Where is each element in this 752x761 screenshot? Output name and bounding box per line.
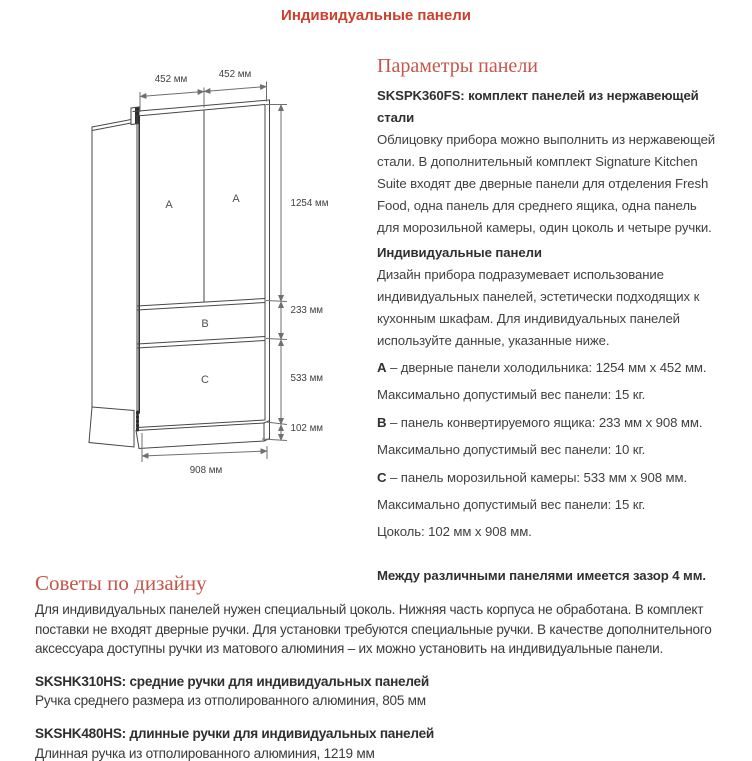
spec-row — [377, 521, 719, 543]
spec-text: Максимально допустимый вес панели: 10 кг. — [377, 442, 646, 458]
dimension-labels — [155, 69, 329, 476]
kit-title: SKSPK360FS: комплект панелей из нержавеющей стали — [377, 88, 699, 125]
handle-desc: Ручка среднего размера из отполированного алюминия, 805 мм — [35, 693, 426, 709]
spec-text: – дверные панели холодильника: 1254 мм x 452 мм. — [386, 360, 707, 375]
spec-row — [377, 467, 719, 489]
dim-door-height: 1254 мм — [290, 198, 329, 209]
handle-desc: Длинная ручка из отполированного алюминия, 1219 мм — [35, 745, 375, 761]
design-tips-heading: Советы по дизайну — [35, 571, 207, 595]
spec-row — [377, 357, 719, 379]
spec-row — [377, 439, 719, 461]
kit-body: Облицовку прибора можно выполнить из нержавеющей стали. В дополнительный комплект Signature Kitchen Suite входят две дверные панели для отделения Fresh Food, одна панель для среднего ящика, одна панель для морозильной камеры, один цоколь и четыре ручки. — [377, 132, 716, 235]
handle-title: SKSHK480HS: длинные ручки для индивидуальных панелей — [35, 725, 434, 741]
dim-freezer-height: 533 мм — [290, 373, 324, 384]
custom-panels-title: Индивидуальные панели — [377, 245, 542, 260]
dim-door-width-right: 452 мм — [218, 69, 252, 80]
spec-row — [377, 494, 719, 516]
spec-text: – панель конвертируемого ящика: 233 мм x 908 мм. — [386, 414, 703, 430]
dim-total-width: 908 мм — [189, 465, 223, 476]
handle-item — [35, 724, 719, 761]
dim-door-width-left: 452 мм — [154, 74, 188, 85]
fridge-body-outline — [89, 100, 270, 449]
fridge-line-drawing — [60, 50, 360, 480]
door-left-label: A — [165, 199, 173, 211]
dim-plinth-height: 102 мм — [290, 423, 324, 434]
spec-letter: A — [377, 360, 387, 375]
spec-text: Максимально допустимый вес панели: 15 кг. — [377, 387, 646, 403]
panel-parameters-section — [377, 55, 719, 587]
refrigerator-panel-diagram — [60, 50, 360, 480]
custom-panels-body: Дизайн прибора подразумевает использование индивидуальных панелей, эстетически подходящих к кухонным шкафам. Для индивидуальных панелей используйте данные, указанные ниже. — [377, 267, 700, 348]
panel-gap-note: Между различными панелями имеется зазор 4 мм. — [377, 568, 706, 584]
spec-letter: C — [377, 469, 387, 485]
middle-drawer-label: B — [201, 318, 209, 330]
spec-row — [377, 412, 719, 434]
spec-letter: B — [377, 414, 387, 430]
panel-parameters-heading: Параметры панели — [377, 55, 538, 77]
freezer-drawer-label: C — [201, 374, 209, 386]
spec-row — [377, 384, 719, 406]
panel-letters — [165, 193, 240, 386]
panel-spec-list — [377, 357, 719, 543]
handle-title: SKSHK310HS: средние ручки для индивидуальных панелей — [35, 673, 429, 689]
dim-middle-drawer-height: 233 мм — [290, 305, 324, 316]
spec-text: – панель морозильной камеры: 533 мм x 908 мм. — [386, 469, 688, 485]
handle-item — [35, 672, 719, 711]
design-tips-body: Для индивидуальных панелей нужен специальный цоколь. Нижняя часть корпуса не обработана. В комплект поставки не входят дверные ручки. Для установки требуются специальные ручки. В качестве дополнительного аксессуара доступны ручки из матового алюминия – их можно установить на индивидуальные панели. — [35, 602, 712, 657]
design-tips-section — [35, 572, 719, 761]
door-right-label: A — [232, 193, 240, 205]
spec-text: Максимально допустимый вес панели: 15 кг. — [377, 496, 646, 512]
spec-text: Цоколь: 102 мм x 908 мм. — [377, 524, 532, 540]
page-title: Индивидуальные панели — [281, 7, 471, 24]
